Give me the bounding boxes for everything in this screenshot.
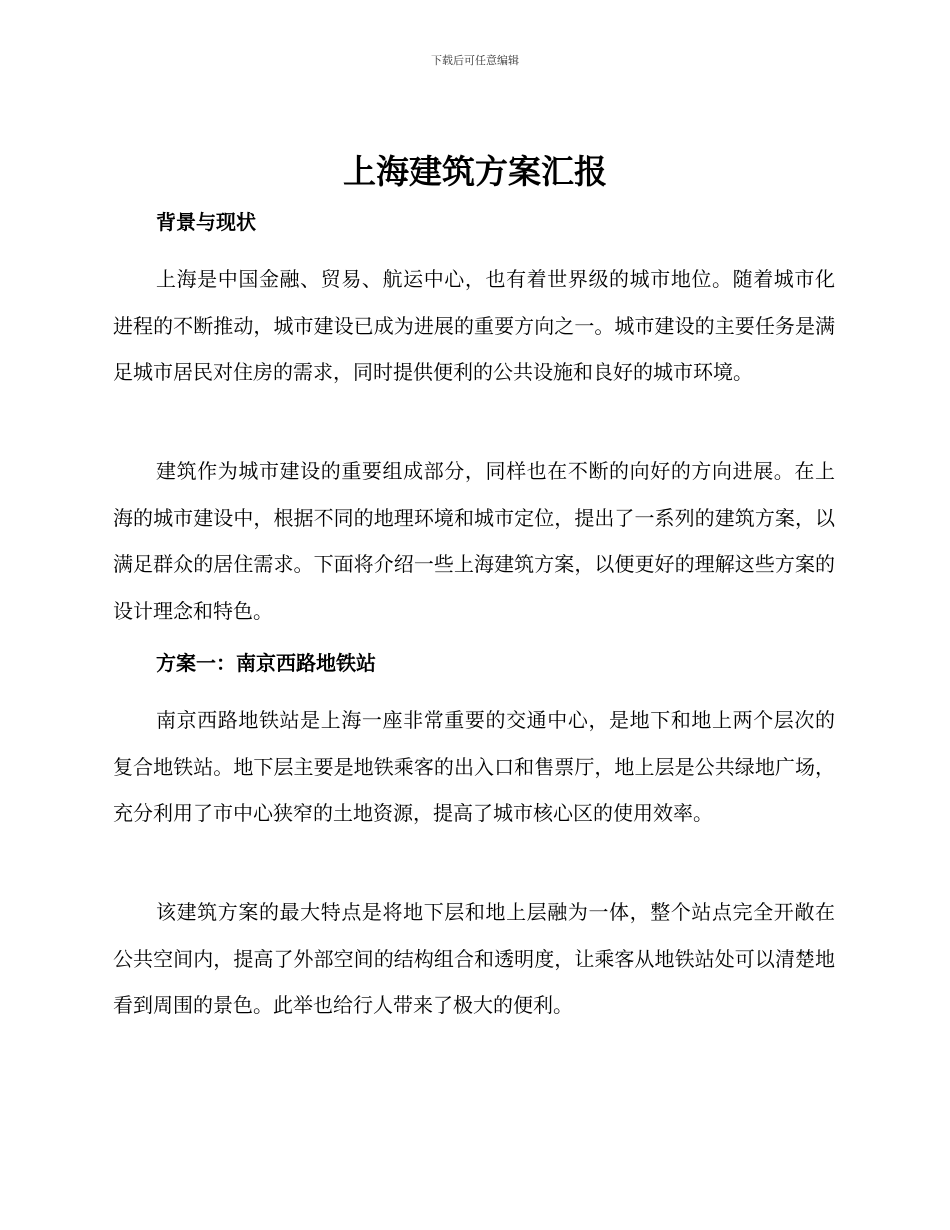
- paragraph-plan-one-1: 南京西路地铁站是上海一座非常重要的交通中心，是地下和地上两个层次的复合地铁站。地下层主要是地铁乘客的出入口和售票厅，地上层是公共绿地广场，充分利用了市中心狭窄的土地资源，提高了城市核心区的使用效率。: [113, 708, 835, 825]
- section-heading-plan-one: 方案一：南京西路地铁站: [156, 651, 376, 675]
- header-note: 下载后可任意编辑: [431, 54, 519, 67]
- paragraph-background-2: 建筑作为城市建设的重要组成部分，同样也在不断的向好的方向进展。在上海的城市建设中，根据不同的地理环境和城市定位，提出了一系列的建筑方案，以满足群众的居住需求。下面将介绍一些上海建筑方案，以便更好的理解这些方案的设计理念和特色。: [113, 459, 835, 623]
- paragraph-plan-one-2: 该建筑方案的最大特点是将地下层和地上层融为一体，整个站点完全开敞在公共空间内，提高了外部空间的结构组合和透明度，让乘客从地铁站处可以清楚地看到周围的景色。此举也给行人带来了极大的便利。: [113, 900, 835, 1017]
- section-heading-background: 背景与现状: [156, 210, 256, 234]
- paragraph-background-1: 上海是中国金融、贸易、航运中心，也有着世界级的城市地位。随着城市化进程的不断推动，城市建设已成为进展的重要方向之一。城市建设的主要任务是满足城市居民对住房的需求，同时提供便利的公共设施和良好的城市环境。: [113, 267, 835, 384]
- document-title: 上海建筑方案汇报: [343, 152, 607, 191]
